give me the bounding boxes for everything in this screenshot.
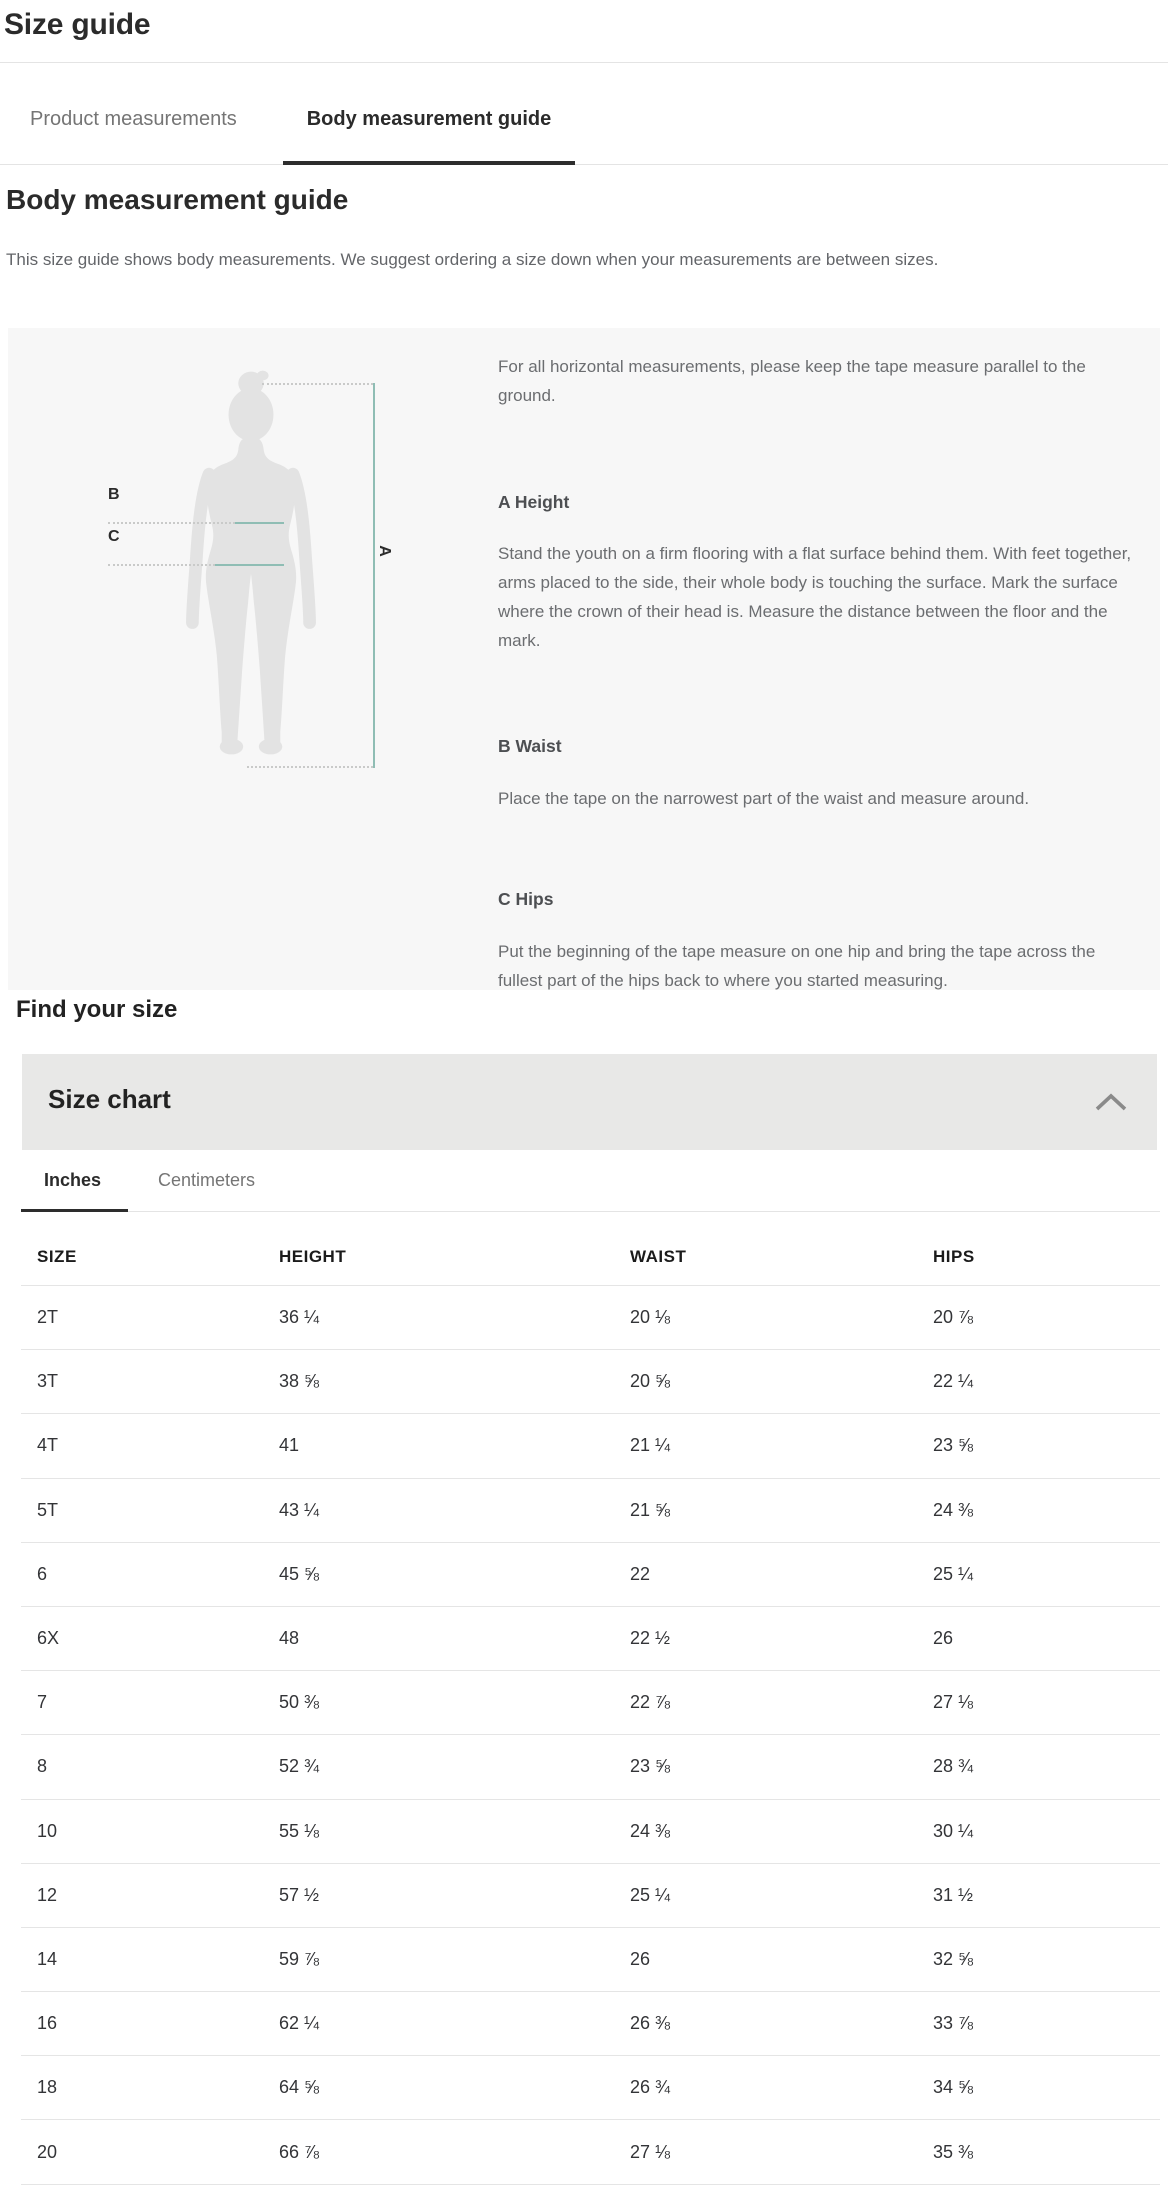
table-cell: 16 xyxy=(37,2013,58,2034)
size-chart-title: Size chart xyxy=(48,1084,171,1114)
unit-tabs-divider xyxy=(21,1211,1160,1212)
size-chart-accordion-header[interactable] xyxy=(22,1054,1157,1150)
title-divider xyxy=(0,62,1168,63)
table-cell: 26 ⅜ xyxy=(630,2013,671,2034)
tab-product-measurements[interactable]: Product measurements xyxy=(30,108,237,130)
table-cell: 22 ½ xyxy=(630,1628,671,1649)
table-cell: 38 ⅝ xyxy=(279,1371,320,1392)
table-cell: 26 xyxy=(933,1628,954,1649)
table-cell: 21 ¼ xyxy=(630,1435,671,1456)
hips-dotted-line xyxy=(108,564,215,566)
height-measure-line xyxy=(373,383,375,768)
section-heading: Body measurement guide xyxy=(6,184,349,215)
table-cell: 45 ⅝ xyxy=(279,1563,320,1584)
table-row xyxy=(21,1479,1160,1543)
table-cell: 24 ⅜ xyxy=(630,1820,671,1841)
column-header-height: HEIGHT xyxy=(279,1246,347,1266)
table-cell: 10 xyxy=(37,1820,58,1841)
column-header-size: SIZE xyxy=(37,1246,77,1266)
height-bottom-dotted-line xyxy=(247,766,373,768)
table-row xyxy=(21,1800,1160,1864)
table-cell: 31 ½ xyxy=(933,1884,974,1905)
table-cell: 62 ¼ xyxy=(279,2013,320,2034)
table-row xyxy=(21,1286,1160,1350)
table-cell: 18 xyxy=(37,2077,58,2098)
tab-centimeters[interactable]: Centimeters xyxy=(158,1170,256,1190)
table-cell: 22 xyxy=(630,1563,651,1584)
panel-intro: For all horizontal measurements, please keep the tape measure parallel to the ground. xyxy=(498,357,1086,405)
measurement-panel xyxy=(8,328,1160,990)
table-row xyxy=(21,1671,1160,1735)
table-cell: 4T xyxy=(37,1435,59,1456)
table-cell: 41 xyxy=(279,1435,300,1456)
chevron-up-icon xyxy=(1093,1092,1129,1114)
table-cell: 22 ⅞ xyxy=(630,1692,671,1713)
table-cell: 14 xyxy=(37,1948,58,1969)
table-cell: 52 ¾ xyxy=(279,1756,320,1777)
waist-measure-line xyxy=(235,522,284,524)
height-section-text: Stand the youth on a firm flooring with a flat surface behind them. With feet together, arms placed to the side, their whole body is touching the surface. Mark the surface where the crown of their head is. Measure the distance between the floor and the mark. xyxy=(498,544,1132,650)
guide-description: This size guide shows body measurements. We suggest ordering a size down when your measurements are between sizes. xyxy=(6,250,939,269)
table-cell: 3T xyxy=(37,1371,59,1392)
page-title: Size guide xyxy=(4,8,151,41)
column-header-hips: HIPS xyxy=(933,1246,975,1266)
table-cell: 64 ⅝ xyxy=(279,2077,320,2098)
waist-dotted-line xyxy=(108,522,235,524)
table-cell: 23 ⅝ xyxy=(933,1435,974,1456)
table-cell: 55 ⅛ xyxy=(279,1820,320,1841)
table-cell: 34 ⅝ xyxy=(933,2077,974,2098)
table-cell: 32 ⅝ xyxy=(933,1948,974,1969)
table-row xyxy=(21,1543,1160,1607)
table-row xyxy=(21,2056,1160,2120)
table-cell: 23 ⅝ xyxy=(630,1756,671,1777)
tabs-divider xyxy=(0,164,1168,165)
table-cell: 8 xyxy=(37,1756,48,1777)
table-cell: 59 ⅞ xyxy=(279,1948,320,1969)
tab-inches[interactable]: Inches xyxy=(44,1170,102,1190)
table-row xyxy=(21,1735,1160,1799)
table-cell: 6 xyxy=(37,1563,48,1584)
table-row xyxy=(21,2120,1160,2184)
table-cell: 20 ⅞ xyxy=(933,1307,974,1328)
table-cell: 36 ¼ xyxy=(279,1307,320,1328)
table-cell: 24 ⅜ xyxy=(933,1499,974,1520)
table-cell: 26 ¾ xyxy=(630,2077,671,2098)
waist-section-title: B Waist xyxy=(498,736,562,756)
table-cell: 22 ¼ xyxy=(933,1371,974,1392)
table-cell: 35 ⅜ xyxy=(933,2141,974,2162)
table-cell: 20 ⅝ xyxy=(630,1371,671,1392)
table-cell: 27 ⅛ xyxy=(933,1692,974,1713)
table-row xyxy=(21,1350,1160,1414)
table-cell: 27 ⅛ xyxy=(630,2141,671,2162)
table-row xyxy=(21,1864,1160,1928)
height-label-a: A xyxy=(375,545,393,557)
waist-label-b: B xyxy=(108,486,120,503)
table-cell: 66 ⅞ xyxy=(279,2141,320,2162)
hips-section-title: C Hips xyxy=(498,889,554,909)
table-cell: 20 ⅛ xyxy=(630,1307,671,1328)
hips-measure-line xyxy=(215,564,284,566)
active-unit-underline xyxy=(21,1209,128,1212)
table-cell: 50 ⅜ xyxy=(279,1692,320,1713)
table-cell: 7 xyxy=(37,1692,48,1713)
table-cell: 48 xyxy=(279,1628,300,1649)
hips-section-text: Put the beginning of the tape measure on one hip and bring the tape across the fullest part of the hips back to where you started measuring. xyxy=(498,942,1096,990)
table-row xyxy=(21,1928,1160,1992)
table-row xyxy=(21,1992,1160,2056)
size-chart-table xyxy=(21,1228,1160,2185)
table-cell: 12 xyxy=(37,1884,58,1905)
height-top-dotted-line xyxy=(262,383,373,385)
find-your-size-heading: Find your size xyxy=(16,996,178,1023)
table-header-row xyxy=(21,1228,1160,1286)
table-cell: 25 ¼ xyxy=(933,1563,974,1584)
table-cell: 26 xyxy=(630,1948,651,1969)
table-cell: 21 ⅝ xyxy=(630,1499,671,1520)
table-cell: 28 ¾ xyxy=(933,1756,974,1777)
hips-label-c: C xyxy=(108,528,120,545)
table-cell: 20 xyxy=(37,2141,58,2162)
tab-body-measurement-guide[interactable]: Body measurement guide xyxy=(306,108,552,130)
table-cell: 5T xyxy=(37,1499,59,1520)
table-cell: 33 ⅞ xyxy=(933,2013,974,2034)
table-cell: 6X xyxy=(37,1628,60,1649)
column-header-waist: WAIST xyxy=(630,1246,687,1266)
table-cell: 25 ¼ xyxy=(630,1884,671,1905)
table-cell: 57 ½ xyxy=(279,1884,320,1905)
table-row xyxy=(21,1414,1160,1478)
table-row xyxy=(21,1607,1160,1671)
waist-section-text: Place the tape on the narrowest part of the waist and measure around. xyxy=(498,789,1030,808)
active-tab-underline xyxy=(283,161,575,165)
table-cell: 43 ¼ xyxy=(279,1499,320,1520)
table-cell: 30 ¼ xyxy=(933,1820,974,1841)
table-cell: 2T xyxy=(37,1307,59,1328)
height-section-title: A Height xyxy=(498,492,570,512)
